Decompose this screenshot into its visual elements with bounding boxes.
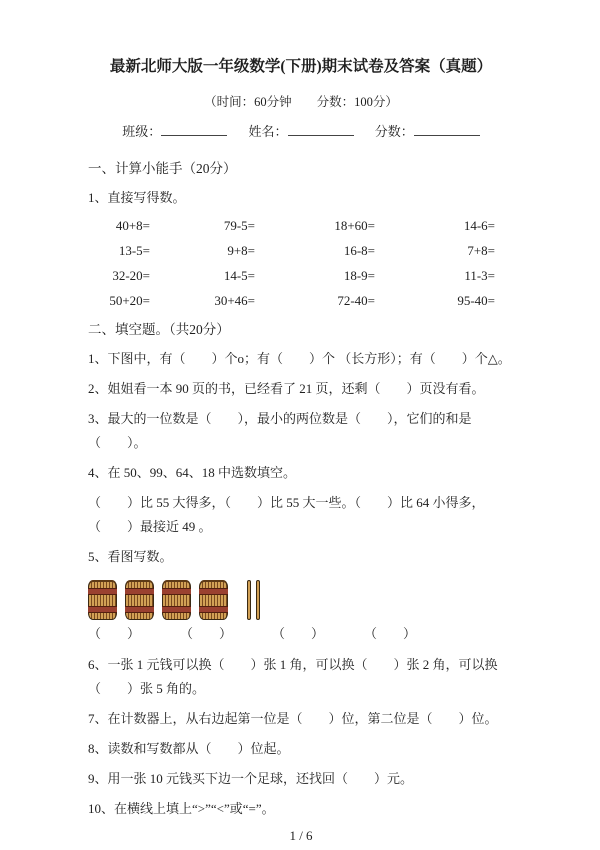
bundles-group xyxy=(88,580,236,620)
math-problem: 7+8= xyxy=(467,243,495,258)
question-4-body: （ ）比 55 大得多，（ ）比 55 大一些。（ ）比 64 小得多，（ ）最接近 49 。 xyxy=(88,495,485,534)
section1-heading: 一、计算小能手（20分） xyxy=(88,161,237,176)
math-problem: 79-5= xyxy=(223,218,255,233)
stick-bundle-icon xyxy=(199,580,228,620)
math-problem: 14-6= xyxy=(463,218,495,233)
math-problem: 32-20= xyxy=(112,268,150,283)
answer-blank: （ ） xyxy=(88,626,141,641)
math-problem: 50+20= xyxy=(109,293,150,308)
answer-blank: （ ） xyxy=(272,626,325,641)
math-problem: 95-40= xyxy=(457,293,495,308)
class-blank xyxy=(161,122,227,136)
class-label: 班级： xyxy=(122,124,162,139)
math-problem: 11-3= xyxy=(464,268,495,283)
name-label: 姓名： xyxy=(248,124,288,139)
section1-intro: 1、直接写得数。 xyxy=(88,190,186,205)
name-blank xyxy=(288,122,354,136)
stick-bundle-icon xyxy=(125,580,154,620)
question-4-intro: 4、在 50、99、64、18 中选数填空。 xyxy=(88,465,297,480)
single-stick-icon xyxy=(256,580,260,620)
math-problem: 16-8= xyxy=(343,243,375,258)
stick-bundle-icon xyxy=(88,580,117,620)
answer-blank: （ ） xyxy=(180,626,233,641)
math-problem: 18-9= xyxy=(343,268,375,283)
question-2: 2、姐姐看一本 90 页的书，已经看了 21 页，还剩（ ）页没有看。 xyxy=(88,381,485,396)
question-8: 8、读数和写数都从（ ）位起。 xyxy=(88,741,290,756)
section2-heading: 二、填空题。（共20分） xyxy=(88,322,230,337)
question-1: 1、下图中，有（ ）个o；有（ ）个 （长方形）；有（ ）个△。 xyxy=(88,351,511,366)
question-5-answer-blanks xyxy=(88,622,514,646)
question-7: 7、在计数器上，从右边起第一位是（ ）位，第二位是（ ）位。 xyxy=(88,711,498,726)
score-label: 分数： xyxy=(374,124,414,139)
single-stick-icon xyxy=(247,580,251,620)
math-problem: 72-40= xyxy=(337,293,375,308)
counting-sticks-figure xyxy=(88,580,514,620)
math-problem: 13-5= xyxy=(118,243,150,258)
math-problem: 30+46= xyxy=(214,293,255,308)
question-9: 9、用一张 10 元钱买下边一个足球，还找回（ ）元。 xyxy=(88,771,414,786)
math-problem: 14-5= xyxy=(223,268,255,283)
score-blank xyxy=(414,122,480,136)
score-field xyxy=(375,124,480,139)
exam-meta: （时间：60分钟 分数：100分） xyxy=(204,95,398,109)
question-5: 5、看图写数。 xyxy=(88,549,173,564)
answer-blank: （ ） xyxy=(364,626,417,641)
math-problem: 18+60= xyxy=(334,218,375,233)
math-problem: 40+8= xyxy=(115,218,150,233)
page-number: 1 / 6 xyxy=(289,828,313,843)
question-6: 6、一张 1 元钱可以换（ ）张 1 角，可以换（ ）张 2 角，可以换（ ）张 5 角的。 xyxy=(88,657,498,696)
student-info-row xyxy=(88,120,514,144)
question-3: 3、最大的一位数是（ ），最小的两位数是（ ），它们的和是（ ）。 xyxy=(88,411,472,450)
math-problem: 9+8= xyxy=(227,243,255,258)
class-field xyxy=(122,124,227,139)
name-field xyxy=(248,124,353,139)
singles-group xyxy=(242,580,260,620)
question-10: 10、在横线上填上“>”“<”或“=”。 xyxy=(88,801,275,816)
arithmetic-grid xyxy=(88,213,514,313)
stick-bundle-icon xyxy=(162,580,191,620)
page-title: 最新北师大版一年级数学(下册)期末试卷及答案（真题） xyxy=(109,58,493,75)
